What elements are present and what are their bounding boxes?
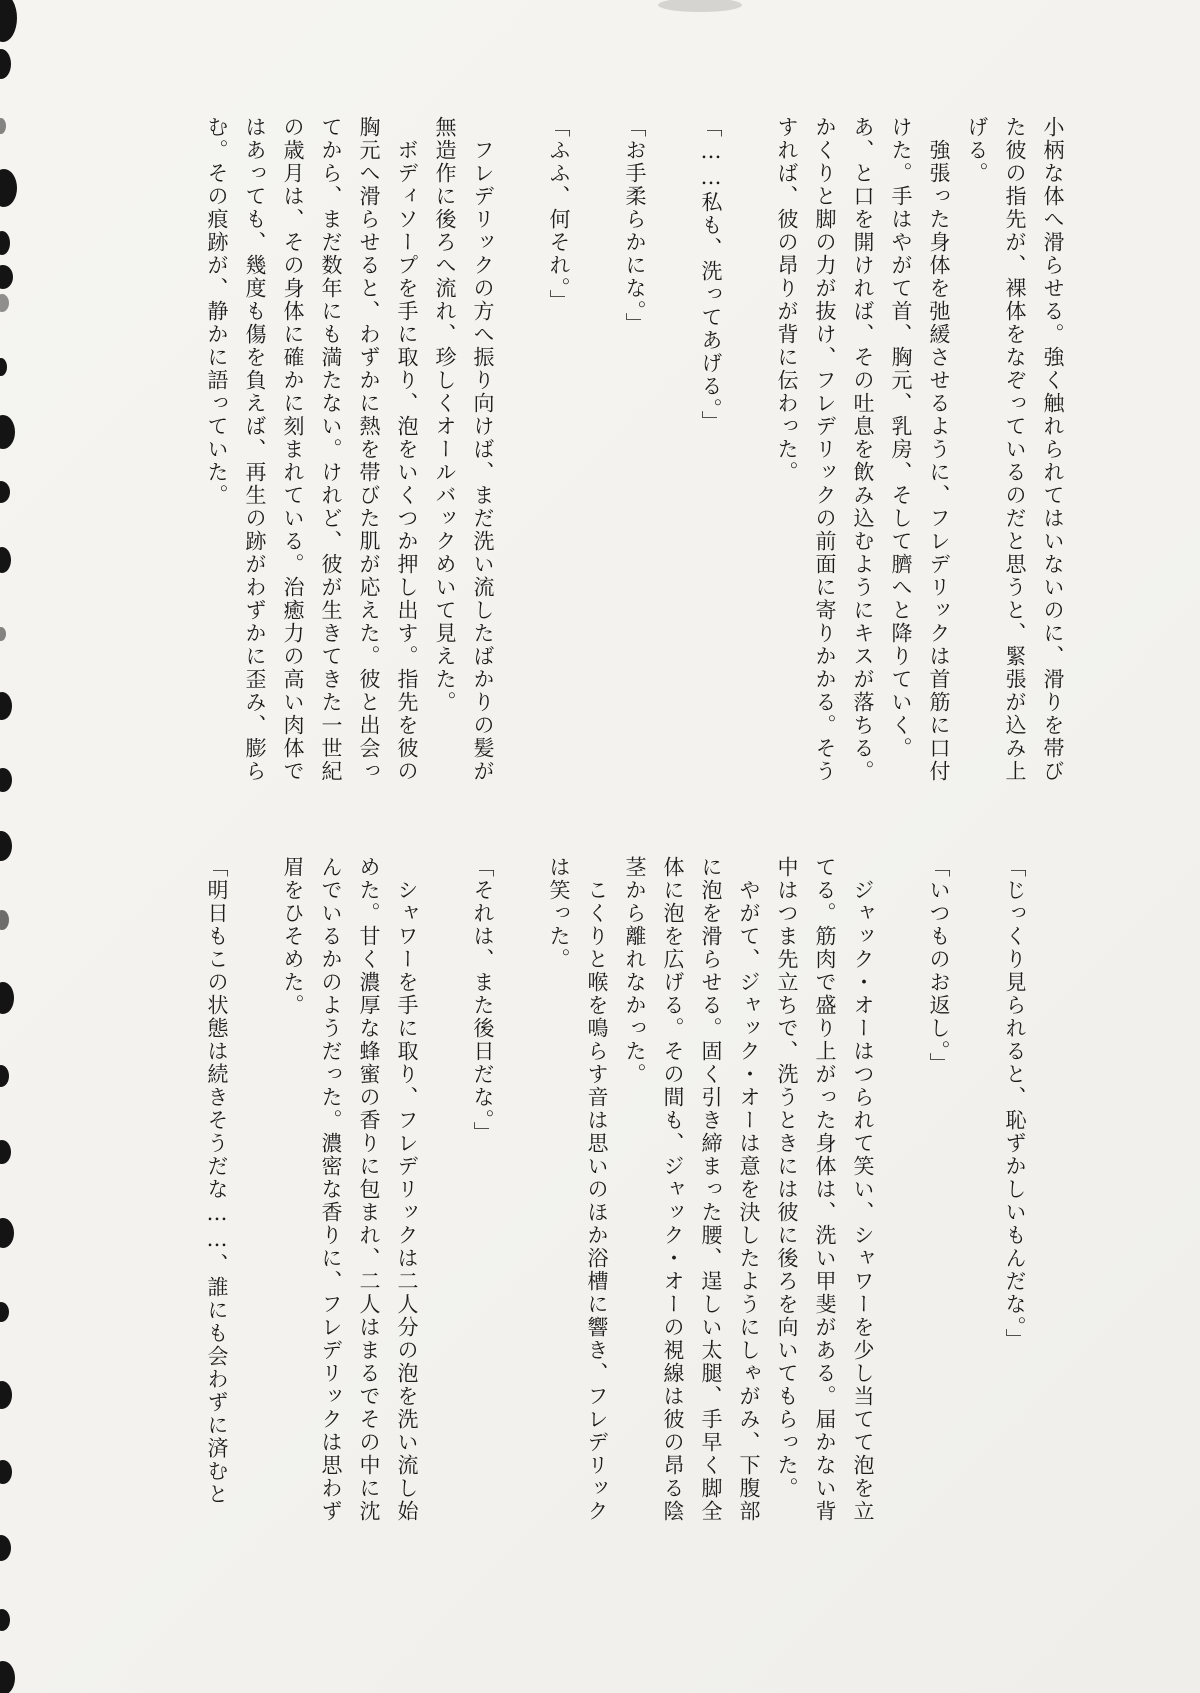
dialogue-line: 「……私も、洗ってあげる。」 bbox=[699, 116, 723, 434]
dialogue-line: 「ふふ、何それ。」 bbox=[547, 116, 571, 313]
paragraph: 小柄な体へ滑らせる。強く触れられてはいないのに、滑りを帯びた彼の指先が、裸体をなぞっているのだと思うと、緊張が込み上げる。 bbox=[965, 116, 1065, 783]
dialogue-line: 「明日もこの状態は続きそうだな……、誰にも会わずに済むと bbox=[205, 856, 229, 1506]
top-text-block bbox=[198, 116, 1072, 788]
dialogue-line: 「それは、また後日だな。」 bbox=[471, 856, 495, 1145]
dialogue-line: 「お手柔らかにな。」 bbox=[623, 116, 647, 336]
dialogue-line: 「いつものお返し。」 bbox=[927, 856, 951, 1076]
paragraph: 強張った身体を弛緩させるように、フレデリックは首筋に口付けた。手はやがて首、胸元、乳房、そして臍へと降りていく。あ、と口を開ければ、その吐息を飲み込むようにキスが落ちる。かくりと脚の力が抜け、フレデリックの前面に寄りかかる。そうすれば、彼の昂りが背に伝わった。 bbox=[775, 116, 951, 783]
paragraph: シャワーを手に取り、フレデリックは二人分の泡を洗い流し始めた。甘く濃厚な蜂蜜の香りに包まれ、二人はまるでその中に沈んでいるかのようだった。濃密な香りに、フレデリックは思わず眉をひそめた。 bbox=[281, 856, 419, 1523]
dialogue-line: 「じっくり見られると、恥ずかしいもんだな。」 bbox=[1003, 856, 1027, 1352]
paragraph: ボディソープを手に取り、泡をいくつか押し出す。指先を彼の胸元へ滑らせると、わずかに熱を帯びた肌が応えた。彼と出会ってから、まだ数年にも満たない。けれど、彼が生きてきた一世紀の歳月は、その身体に確かに刻まれている。治癒力の高い肉体ではあっても、幾度も傷を負えば、再生の跡がわずかに歪み、膨らむ。その痕跡が、静かに語っていた。 bbox=[205, 116, 419, 783]
bottom-text-block bbox=[160, 856, 1072, 1528]
paragraph: こくりと喉を鳴らす音は思いのほか浴槽に響き、フレデリックは笑った。 bbox=[547, 856, 609, 1523]
paragraph: ジャック・オーはつられて笑い、シャワーを少し当てて泡を立てる。筋肉で盛り上がった身体は、洗い甲斐がある。届かない背中はつま先立ちで、洗うときには彼に後ろを向いてもらった。 bbox=[775, 856, 875, 1523]
paragraph: やがて、ジャック・オーは意を決したようにしゃがみ、下腹部に泡を滑らせる。固く引き締まった腰、逞しい太腿、手早く脚全体に泡を広げる。その間も、ジャック・オーの視線は彼の昂る陰茎から離れなかった。 bbox=[623, 856, 761, 1523]
paragraph: フレデリックの方へ振り向けば、まだ洗い流したばかりの髪が無造作に後ろへ流れ、珍しくオールバックめいて見えた。 bbox=[433, 116, 495, 783]
